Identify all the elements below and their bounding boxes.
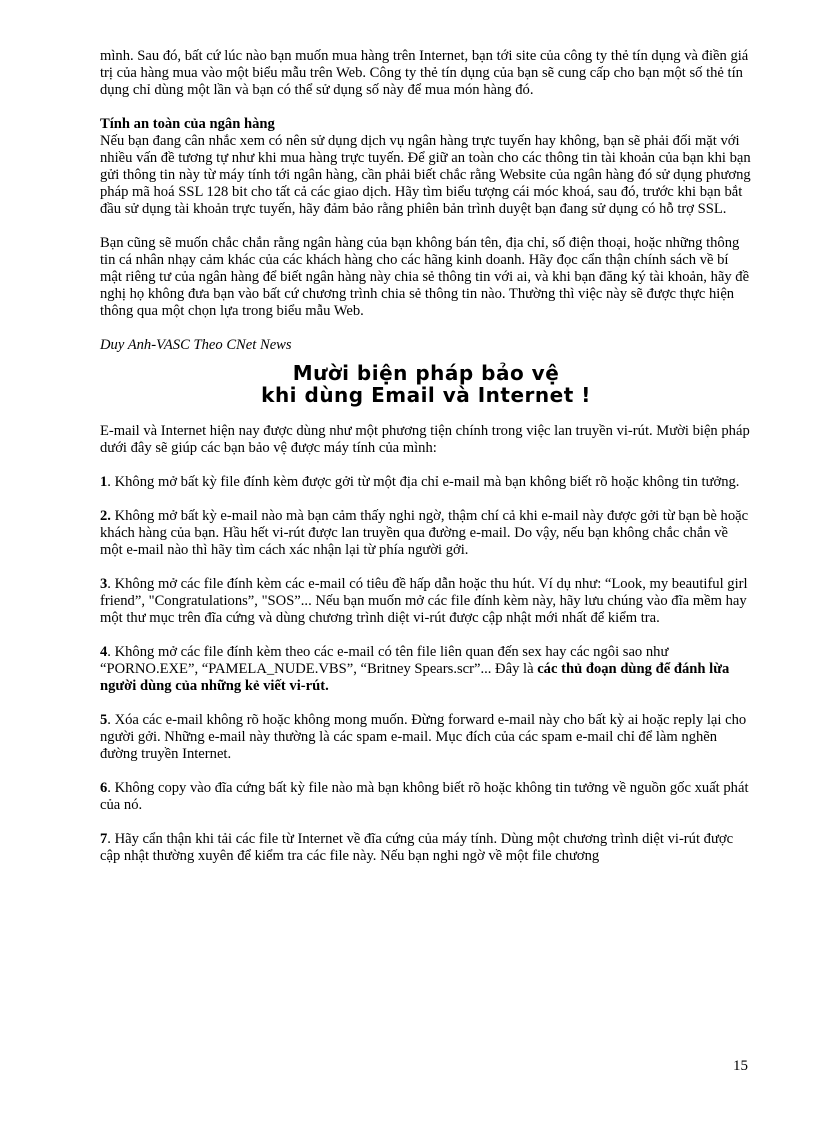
list-item-5 [100, 712, 752, 763]
list-item-4 [100, 644, 752, 695]
item-number: 2. [100, 508, 111, 524]
item-text: . Hãy cẩn thận khi tải các file từ Internet về đĩa cứng của máy tính. Dùng một chương trình diệt vi-rút được cập nhật thường xuyên để kiểm tra các file này. Nếu bạn nghi ngờ về một file chương [100, 831, 734, 864]
item-text: Không mở bất kỳ e-mail nào mà bạn cảm thấy nghi ngờ, thậm chí cả khi e-mail này được gởi từ bạn bè hoặc khách hàng của bạn. Hầu hết vi-rút được lan truyền qua đường e-mail. Do vậy, nếu bạn không chắc chắn về một e-mail nào thì hãy tìm cách xác nhận lại từ phía người gởi. [100, 508, 749, 558]
bank-paragraph-2: Bạn cũng sẽ muốn chắc chắn rằng ngân hàng của bạn không bán tên, địa chỉ, số điện thoại, hoặc những thông tin cá nhân nhạy cảm khác của các khách hàng cho các hãng kinh doanh. Hãy đọc cẩn thận chính sách về bí mật riêng tư của ngân hàng để biết ngân hàng này chia sẻ thông tin với ai, và khi bạn đăng ký tài khoản, hãy đề nghị họ không đưa bạn vào bất cứ chương trình chia sẻ thông tin nào. Thường thì việc này sẽ được thực hiện thông qua một chọn lựa trong biểu mẫu Web. [100, 235, 750, 319]
page-number: 15 [733, 1058, 748, 1074]
item-number: 3 [100, 576, 108, 592]
banner-line-1: Mười biện pháp bảo vệ [292, 361, 560, 385]
list-item-6 [100, 780, 752, 814]
item-number: 1 [100, 474, 108, 490]
document-page [100, 48, 752, 865]
banner-line-2: khi dùng Email và Internet ! [261, 383, 591, 407]
byline: Duy Anh-VASC Theo CNet News [100, 337, 292, 353]
list-item-1 [100, 474, 752, 491]
item-text: . Không mở các file đính kèm theo các e-mail có tên file liên quan đến sex hay các ngôi sao như “PORNO.EXE”, “PAMELA_NUDE.VBS”, “Britney Spears.scr”... Đây là [100, 644, 669, 677]
item-text: . Không copy vào đĩa cứng bất kỳ file nào mà bạn không biết rõ hoặc không tin tưởng về nguồn gốc xuất phát của nó. [100, 780, 749, 813]
list-item-3 [100, 576, 752, 627]
bank-paragraph-1: Nếu bạn đang cân nhắc xem có nên sử dụng dịch vụ ngân hàng trực tuyến hay không, bạn sẽ phải đối mặt với nhiều vấn đề tương tự như khi mua hàng trực tuyến. Để giữ an toàn cho các thông tin tài khoản của bạn khi bạn gửi thông tin này từ máy tính tới ngân hàng, cần phải biết chắc rằng Website của ngân hàng đó sử dụng phương pháp mã hoá SSL 128 bit cho tất cả các giao dịch. Hãy tìm biểu tượng cái móc khoá, sau đó, trước khi bạn bắt đầu sử dụng tài khoản trực tuyến, hãy đảm bảo rằng phiên bản trình duyệt bạn đang sử dụng có hỗ trợ SSL. [100, 133, 751, 217]
list-item-7 [100, 831, 752, 865]
bank-section [100, 116, 752, 218]
item-number: 5 [100, 712, 108, 728]
item-bold-tail: các thủ đoạn dùng để đánh lừa người dùng của những kẻ viết vi-rút. [100, 661, 730, 694]
intro-paragraph: mình. Sau đó, bất cứ lúc nào bạn muốn mua hàng trên Internet, bạn tới site của công ty thẻ tín dụng và điền giá trị của hàng mua vào một biểu mẫu trên Web. Công ty thẻ tín dụng của bạn sẽ cung cấp cho bạn một số thẻ tín dụng chỉ dùng một lần và bạn có thể sử dụng số này để mua món hàng đó. [100, 48, 749, 98]
list-item-2 [100, 508, 752, 559]
item-number: 7 [100, 831, 108, 847]
banner-title [100, 362, 752, 406]
item-text: . Không mở bất kỳ file đính kèm được gởi từ một địa chỉ e-mail mà bạn không biết rõ hoặc không tin tưởng. [107, 474, 740, 490]
item-text: . Không mở các file đính kèm các e-mail có tiêu đề hấp dẫn hoặc thu hút. Ví dụ như: “Look, my beautiful girl friend”, "Congratulations”, "SOS”... Nếu bạn muốn mở các file đính kèm này, hãy lưu chúng vào đĩa mềm hay một thư mục trên đĩa cứng và dùng chương trình diệt vi-rút được cập nhật mới nhất để kiểm tra. [100, 576, 748, 626]
item-number: 6 [100, 780, 108, 796]
item-text: . Xóa các e-mail không rõ hoặc không mong muốn. Đừng forward e-mail này cho bất kỳ ai hoặc reply lại cho người gởi. Những e-mail này thường là các spam e-mail. Mục đích của các spam e-mail chỉ để làm nghẽn đường truyền Internet. [100, 712, 747, 762]
bank-section-heading: Tính an toàn của ngân hàng [100, 116, 275, 132]
email-intro: E-mail và Internet hiện nay được dùng như một phương tiện chính trong việc lan truyền vi-rút. Mười biện pháp dưới đây sẽ giúp các bạn bảo vệ được máy tính của mình: [100, 423, 750, 456]
item-number: 4 [100, 644, 108, 660]
